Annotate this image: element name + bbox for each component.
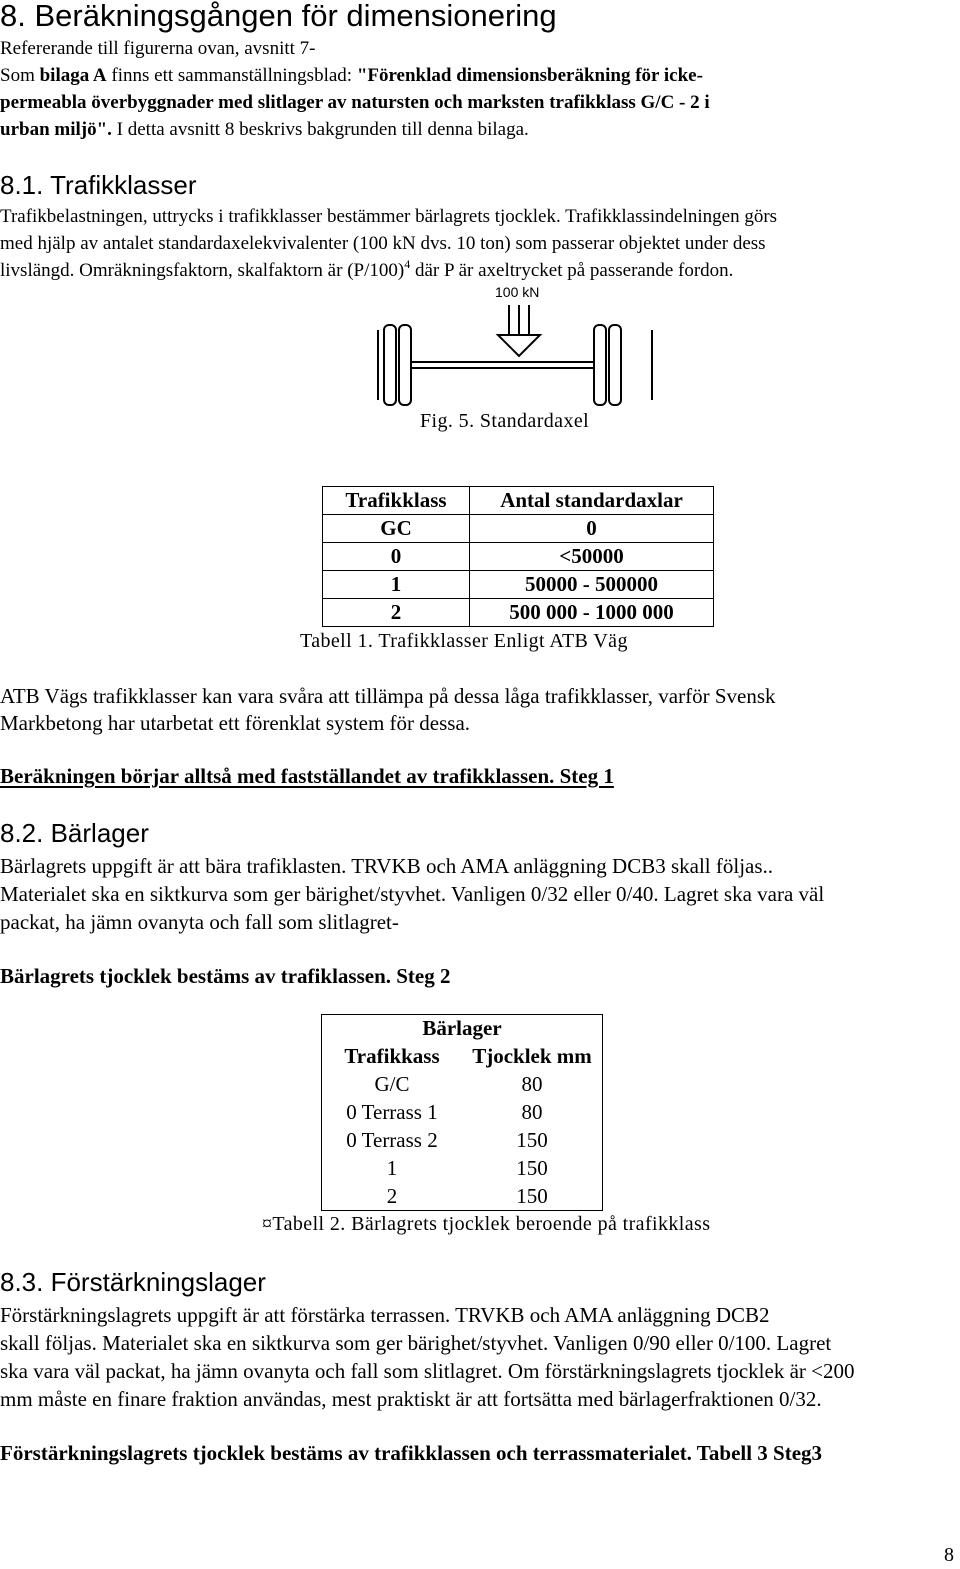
step-2-statement: Bärlagrets tjocklek bestäms av trafiklassen. Steg 2 — [0, 964, 451, 988]
section-8-2-heading: 8.2. Bärlager — [0, 818, 149, 848]
sec82-line-2: Materialet ska en siktkurva som ger bärighet/styvhet. Vanligen 0/32 eller 0/40. Lagret ska vara väl — [0, 882, 825, 906]
table-row — [322, 1099, 603, 1127]
bearing-layer-table — [321, 1014, 603, 1211]
table-cell: GC — [323, 515, 470, 543]
table-2-caption: ¤Tabell 2. Bärlagrets tjocklek beroende på trafikklass — [262, 1213, 711, 1235]
table-cell: G/C — [322, 1071, 463, 1099]
table-1-caption: Tabell 1. Trafikklasser Enligt ATB Väg — [300, 630, 628, 652]
sec83-line-3: ska vara väl packat, ha jämn ovanyta och fall som slitlagret. Om förstärkningslagrets tjocklek är <200 — [0, 1359, 855, 1383]
traffic-class-table — [322, 486, 714, 627]
sec83-line-2: skall följas. Materialet ska en siktkurva som ger bärighet/styvhet. Vanligen 0/90 eller 0/100. Lagret — [0, 1331, 832, 1355]
left-wheel-outer — [384, 325, 396, 405]
table-row — [322, 1127, 603, 1155]
figure-caption: Fig. 5. Standardaxel — [420, 410, 590, 432]
column-header: Tjocklek mm — [462, 1043, 603, 1071]
table-row — [322, 1071, 603, 1099]
sec83-line-1: Förstärkningslagrets uppgift är att förstärka terrassen. TRVKB och AMA anläggning DCB2 — [0, 1303, 770, 1327]
right-wheel-outer — [609, 325, 621, 405]
table-cell: 50000 - 500000 — [470, 571, 714, 599]
table-cell: 0 — [470, 515, 714, 543]
intro-line-2 — [0, 62, 703, 89]
sec81-line-2: med hjälp av antalet standardaxelekvivalenter (100 kN dvs. 10 ton) som passerar objektet under dess — [0, 233, 766, 254]
table-cell: 80 — [462, 1071, 603, 1099]
table-row — [323, 571, 714, 599]
sec81-text: livslängd. Omräkningsfaktorn, skalfaktorn är (P/100) — [0, 260, 405, 281]
sec83-line-4: mm måste en finare fraktion användas, mest praktiskt är att fortsätta med bärlagerfraktionen 0/32. — [0, 1387, 822, 1411]
table-cell: <50000 — [470, 543, 714, 571]
load-label: 100 kN — [495, 284, 540, 300]
table-header-row — [323, 487, 714, 515]
column-header: Antal standardaxlar — [470, 487, 714, 515]
table-cell: 150 — [462, 1127, 603, 1155]
column-header: Trafikkass — [322, 1043, 463, 1071]
bilaga-title-bold: urban miljö". — [0, 119, 112, 140]
table-cell: 0 Terrass 2 — [322, 1127, 463, 1155]
bilaga-a-bold: bilaga A — [39, 65, 107, 86]
page-number: 8 — [944, 1544, 954, 1566]
table-title-row — [322, 1015, 603, 1043]
section-8-3-heading: 8.3. Förstärkningslager — [0, 1267, 266, 1297]
sec82-line-1: Bärlagrets uppgift är att bära trafiklasten. TRVKB och AMA anläggning DCB3 skall följas.. — [0, 854, 774, 878]
left-wheel-inner — [399, 325, 411, 405]
arrow-head — [498, 335, 540, 356]
standard-axle-figure — [370, 300, 660, 415]
intro-line-3: permeabla överbyggnader med slitlager av natursten och marksten trafikklass G/C - 2 i — [0, 92, 710, 113]
atb-line-1: ATB Vägs trafikklasser kan vara svåra att tillämpa på dessa låga trafikklasser, varför Svensk — [0, 684, 776, 708]
table-cell: 0 Terrass 1 — [322, 1099, 463, 1127]
sec82-line-3: packat, ha jämn ovanyta och fall som slitlagret- — [0, 910, 399, 934]
table-row — [323, 599, 714, 627]
intro-line-1: Refererande till figurerna ovan, avsnitt 7- — [0, 38, 316, 59]
table-cell: 2 — [323, 599, 470, 627]
table-row — [323, 543, 714, 571]
intro-line-4 — [0, 116, 529, 143]
table-cell: 150 — [462, 1155, 603, 1183]
main-heading: 8. Beräkningsgången för dimensionering — [0, 0, 557, 33]
table-cell: 500 000 - 1000 000 — [470, 599, 714, 627]
bilaga-title-bold: "Förenklad dimensionsberäkning för icke- — [356, 65, 703, 86]
step-3-statement: Förstärkningslagrets tjocklek bestäms av trafikklassen och terrassmaterialet. Tabell 3 Steg3 — [0, 1441, 823, 1465]
table-cell: 1 — [323, 571, 470, 599]
right-wheel-inner — [594, 325, 606, 405]
exponent: 4 — [404, 257, 411, 271]
table-header-row — [322, 1043, 603, 1071]
intro-text: Som — [0, 65, 40, 86]
sec81-line-3 — [0, 257, 733, 284]
table-cell: 1 — [322, 1155, 463, 1183]
table-row — [322, 1155, 603, 1183]
step-1-statement: Beräkningen börjar alltså med fastställandet av trafikklassen. Steg 1 — [0, 764, 614, 788]
table-title: Bärlager — [322, 1015, 603, 1043]
sec81-text: där P är axeltrycket på passerande fordon. — [410, 260, 734, 281]
atb-line-2: Markbetong har utarbetat ett förenklat system för dessa. — [0, 711, 471, 735]
section-8-1-heading: 8.1. Trafikklasser — [0, 170, 197, 200]
table-cell: 80 — [462, 1099, 603, 1127]
table-row — [323, 515, 714, 543]
table-cell: 0 — [323, 543, 470, 571]
table-cell: 150 — [462, 1183, 603, 1211]
table-cell: 2 — [322, 1183, 463, 1211]
column-header: Trafikklass — [323, 487, 470, 515]
sec81-line-1: Trafikbelastningen, uttrycks i trafikklasser bestämmer bärlagrets tjocklek. Trafikklassindelningen görs — [0, 206, 778, 227]
intro-text: finns ett sammanställningsblad: — [106, 65, 357, 86]
intro-text: I detta avsnitt 8 beskrivs bakgrunden till denna bilaga. — [111, 119, 529, 140]
table-row — [322, 1183, 603, 1211]
